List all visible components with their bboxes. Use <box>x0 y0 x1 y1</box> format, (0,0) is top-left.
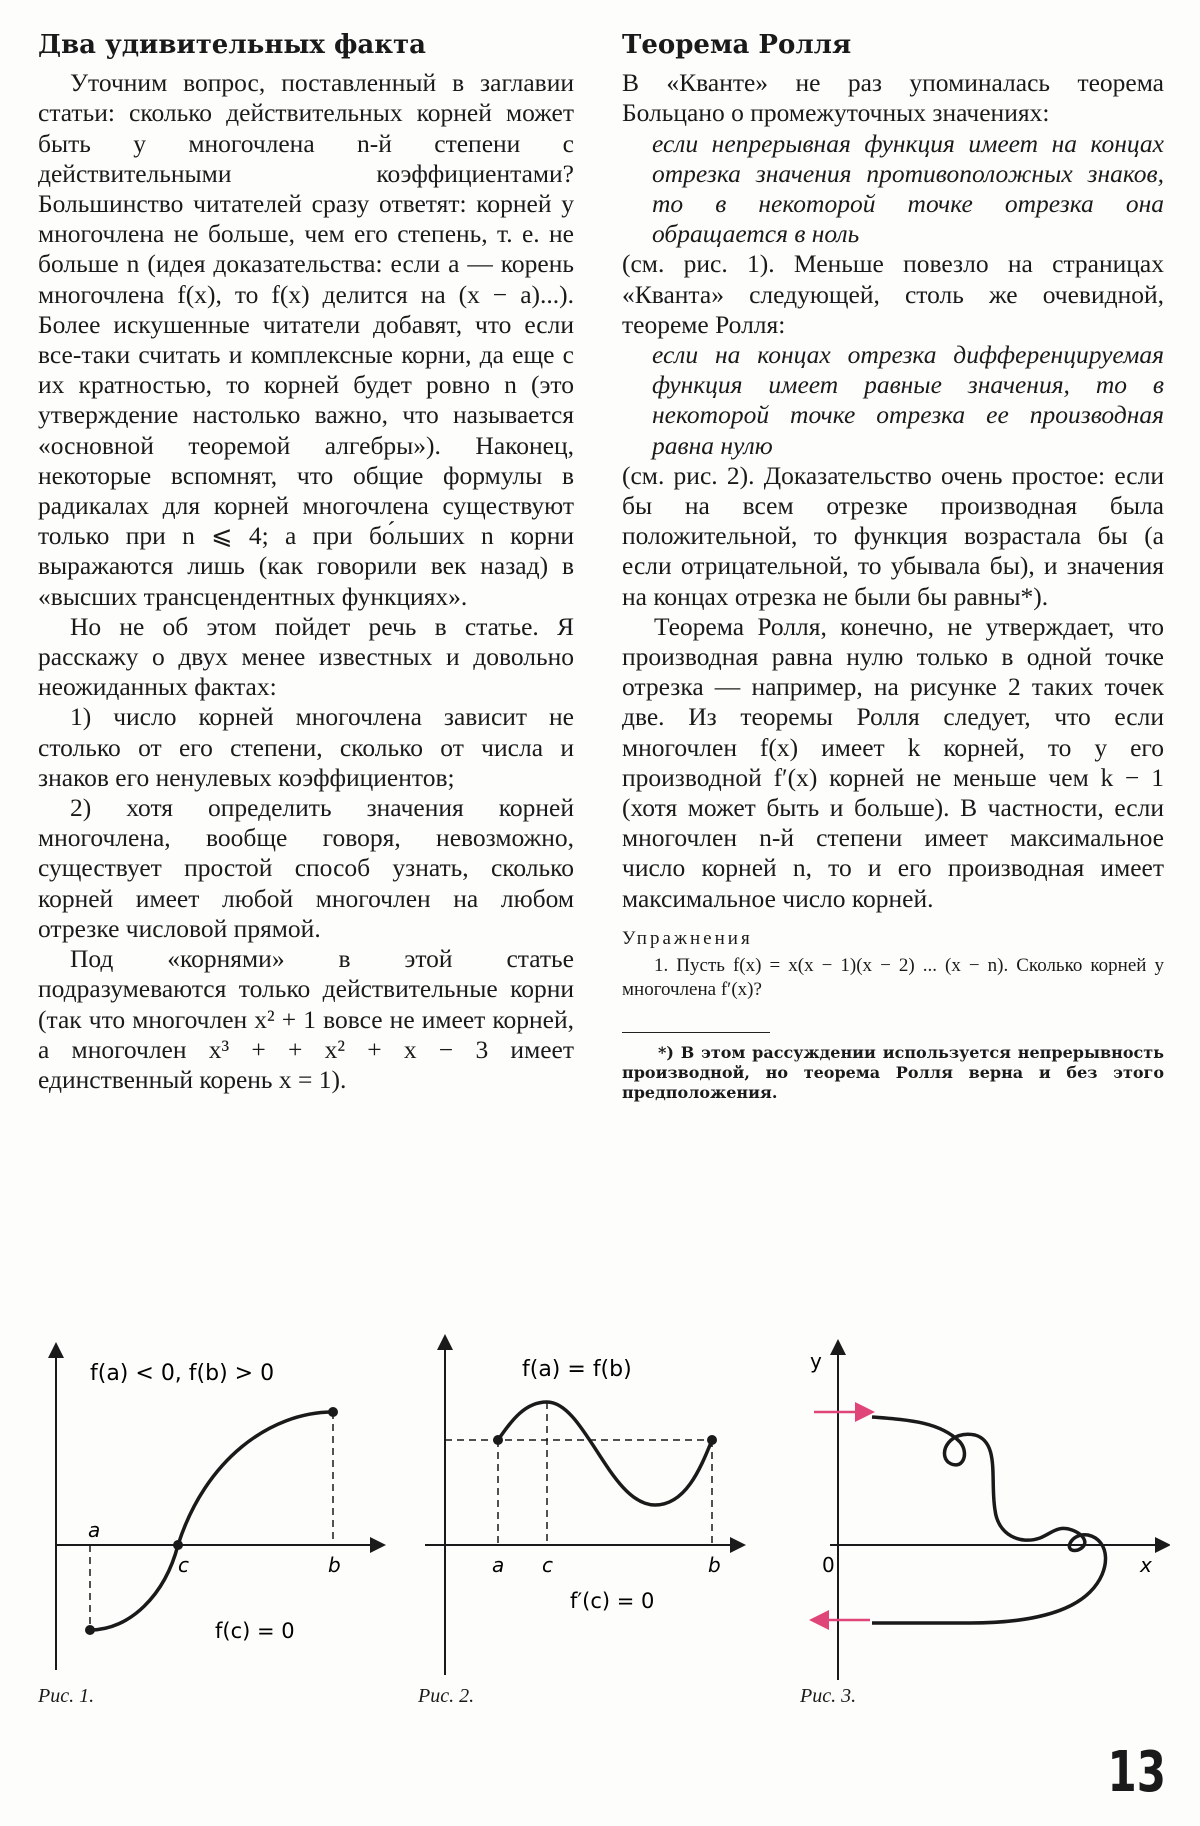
point-b <box>707 1435 717 1445</box>
condition-label: f(a) < 0, f(b) > 0 <box>90 1361 275 1386</box>
paragraph: (см. рис. 2). Доказательство очень простое: если бы на всем отрезке производная была положительной, то функция возрастала бы (а если отрицательной, то убывала бы), и значения на концах отрезка не были бы равны*). <box>622 460 1164 611</box>
function-curve <box>90 1412 333 1630</box>
point-b <box>328 1407 338 1417</box>
paragraph: Под «корнями» в этой статье подразумеваются только действительные корни (так что многочлен x² + 1 вовсе не имеет корней, а многочлен x³ + + x² + x − 3 имеет единственный корень x = 1). <box>38 944 574 1094</box>
theorem-rolle: если на концах отрезка дифференцируемая функция имеет равные значения, то в некоторой точке отрезка ее производная равна нулю <box>652 340 1164 460</box>
point-a <box>493 1435 503 1445</box>
page-number: 13 <box>1107 1740 1166 1805</box>
label-y: y <box>810 1349 822 1373</box>
condition-label: f(a) = f(b) <box>522 1357 632 1382</box>
figure-3 <box>800 1330 1170 1685</box>
list-item: 2) хотя определить значения корней многочлена, вообще говоря, невозможно, существует простой способ узнать, сколько корней имеет любой многочлен на любом отрезке числовой прямой. <box>38 793 574 943</box>
right-column <box>622 30 1164 1103</box>
paragraph: Уточним вопрос, поставленный в заглавии статьи: сколько действительных корней может быть у многочлена n-й степени с действительными коэффициентами? Большинство читателей сразу ответят: корней у многочлена не больше, чем его степень, т. е. не больше n (идея доказательства: если a — корень многочлена f(x), то f(x) делится на (x − a)...). Более искушенные читатели добавят, что если все-таки считать и комплексные корни, да еще с их кратностью, то корней будет ровно n (это утверждение настолько важно, что называется «основной теоремой алгебры»). Наконец, некоторые вспомнят, что общие формулы в радикалах для корней многочлена существуют только при n ⩽ 4; а при бо́льших n корни выражаются лишь (как говорили век назад) в «высших трансцендентных функциях». <box>38 68 574 611</box>
caption-fig3: Рис. 3. <box>800 1685 857 1707</box>
paragraph: Но не об этом пойдет речь в статье. Я расскажу о двух менее известных и довольно неожиданных фактах: <box>38 611 574 702</box>
result-label: f(c) = 0 <box>215 1619 295 1643</box>
left-column <box>38 30 574 1095</box>
label-c: c <box>542 1553 553 1577</box>
function-curve <box>498 1402 712 1505</box>
label-b: b <box>328 1553 341 1577</box>
footnote: *) В этом рассуждении используется непрерывность производной, но теорема Ролля верна и без этого предположения. <box>622 1043 1164 1103</box>
list-item: 1) число корней многочлена зависит не столько от его степени, сколько от числа и знаков его ненулевых коэффициентов; <box>38 702 574 792</box>
label-c: c <box>178 1553 189 1577</box>
footnote-divider <box>622 1032 770 1033</box>
figure-2 <box>400 1330 750 1685</box>
paragraph: В «Кванте» не раз упоминалась теорема Больцано о промежуточных значениях: <box>622 68 1164 128</box>
section-heading-facts: Два удивительных факта <box>38 30 426 60</box>
label-a: a <box>88 1518 101 1542</box>
theorem-bolzano: если непрерывная функция имеет на концах отрезка значения противоположных знаков, то в некоторой точке отрезка она обращается в ноль <box>652 128 1164 249</box>
paragraph: Теорема Ролля, конечно, не утверждает, что производная равна нулю только в одной точке отрезка — например, на рисунке 2 таких точек две. Из теоремы Ролля следует, что если многочлен f(x) имеет k корней, то у его производной f′(x) корней не меньше чем k − 1 (хотя может быть и больше). В частности, если многочлен n-й степени имеет максимальное число корней n, то и его производная имеет максимальное число корней. <box>622 611 1164 913</box>
exercise-item: 1. Пусть f(x) = x(x − 1)(x − 2) ... (x − n). Сколько корней у многочлена f′(x)? <box>622 955 1164 1001</box>
label-x: x <box>1140 1553 1152 1577</box>
exercises-title: Упражнения <box>622 927 753 949</box>
caption-fig2: Рис. 2. <box>418 1685 475 1707</box>
point-c <box>173 1540 183 1550</box>
section-heading-rolle: Теорема Ролля <box>622 30 852 60</box>
label-b: b <box>708 1553 721 1577</box>
label-a: a <box>492 1553 505 1577</box>
result-label: f′(c) = 0 <box>570 1589 655 1613</box>
paragraph: (см. рис. 1). Меньше повезло на страницах «Кванта» следующей, столь же очевидной, теореме Ролля: <box>622 249 1164 339</box>
figure-1 <box>20 1330 390 1685</box>
label-origin: 0 <box>822 1553 835 1577</box>
caption-fig1: Рис. 1. <box>38 1685 95 1707</box>
point-a <box>85 1625 95 1635</box>
function-curve <box>872 1417 1106 1623</box>
